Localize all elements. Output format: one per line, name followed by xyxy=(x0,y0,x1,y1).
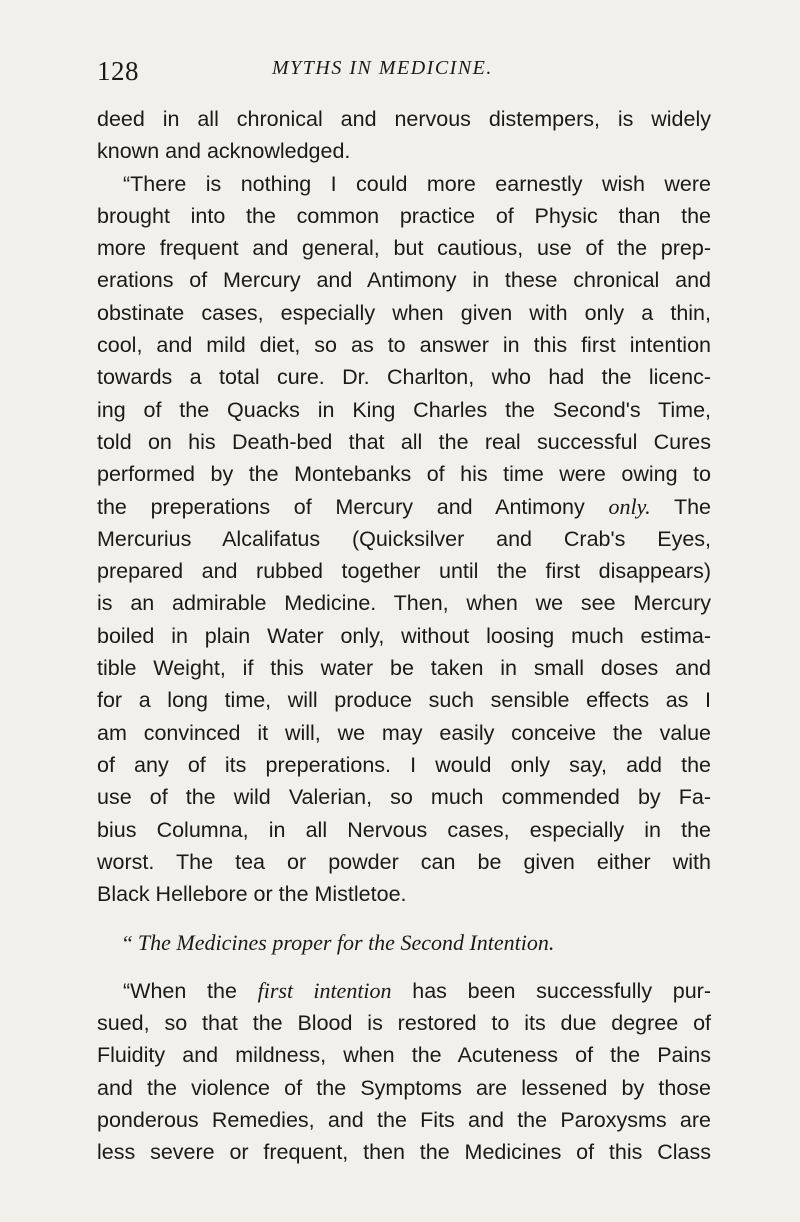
text-line: for a long time, will produce such sensible effects as I xyxy=(97,688,711,713)
text-line: bius Columna, in all Nervous cases, especially in the xyxy=(97,817,711,842)
text-fragment: has been successfully pur- xyxy=(412,978,712,1003)
text-line xyxy=(97,975,711,1007)
text-line: and the violence of the Symptoms are lessened by those xyxy=(97,1075,711,1100)
section-subheading xyxy=(97,927,711,959)
open-quote: “ xyxy=(123,931,133,956)
text-line xyxy=(97,491,711,523)
text-line: “There is nothing I could more earnestly wish were xyxy=(123,171,711,196)
text-line: prepared and rubbed together until the first disappears) xyxy=(97,559,711,584)
text-line: deed in all chronical and nervous distempers, is widely xyxy=(97,107,711,131)
text-line: cool, and mild diet, so as to answer in this first intention xyxy=(97,333,711,358)
text-line: sued, so that the Blood is restored to its due degree of xyxy=(97,1011,711,1036)
text-line: erations of Mercury and Antimony in these chronical and xyxy=(97,268,711,293)
text-line: boiled in plain Water only, without loosing much estima- xyxy=(97,623,711,648)
subheading-text: The Medicines proper for the Second Intention. xyxy=(137,930,555,956)
text-line: less severe or frequent, then the Medicines of this Class xyxy=(97,1140,711,1165)
running-head: MYTHS IN MEDICINE. xyxy=(272,57,493,79)
italic-fragment: only. xyxy=(608,493,651,519)
text-line: obstinate cases, especially when given with only a thin, xyxy=(97,300,711,325)
text-line: is an admirable Medicine. Then, when we see Mercury xyxy=(97,591,711,616)
text-line: Black Hellebore or the Mistletoe. xyxy=(97,882,407,907)
text-fragment: “When the xyxy=(123,978,237,1003)
text-line: performed by the Montebanks of his time were owing to xyxy=(97,462,711,487)
text-line: ing of the Quacks in King Charles the Second's Time, xyxy=(97,397,711,422)
text-line: Fluidity and mildness, when the Acuteness of the Pains xyxy=(97,1043,711,1068)
text-line: use of the wild Valerian, so much commended by Fa- xyxy=(97,785,711,810)
text-line: tible Weight, if this water be taken in small doses and xyxy=(97,656,711,681)
text-fragment: The xyxy=(673,494,711,519)
text-fragment: the preperations of Mercury and Antimony xyxy=(97,494,585,519)
body-text xyxy=(97,103,711,1169)
text-line: known and acknowledged. xyxy=(97,139,351,164)
text-line: towards a total cure. Dr. Charlton, who had the licenc- xyxy=(97,365,711,390)
text-line: Mercurius Alcalifatus (Quicksilver and Crab's Eyes, xyxy=(97,526,711,551)
text-line: worst. The tea or powder can be given either with xyxy=(97,849,711,874)
text-line: am convinced it will, we may easily conceive the value xyxy=(97,720,711,745)
text-line: told on his Death-bed that all the real successful Cures xyxy=(97,429,711,454)
italic-fragment: first intention xyxy=(257,977,392,1003)
text-line: of any of its preperations. I would only say, add the xyxy=(97,752,711,777)
text-line: ponderous Remedies, and the Fits and the Paroxysms are xyxy=(97,1107,711,1132)
page-number: 128 xyxy=(97,56,139,86)
text-line: more frequent and general, but cautious, use of the prep- xyxy=(97,236,711,261)
text-line: brought into the common practice of Physic than the xyxy=(97,203,711,228)
